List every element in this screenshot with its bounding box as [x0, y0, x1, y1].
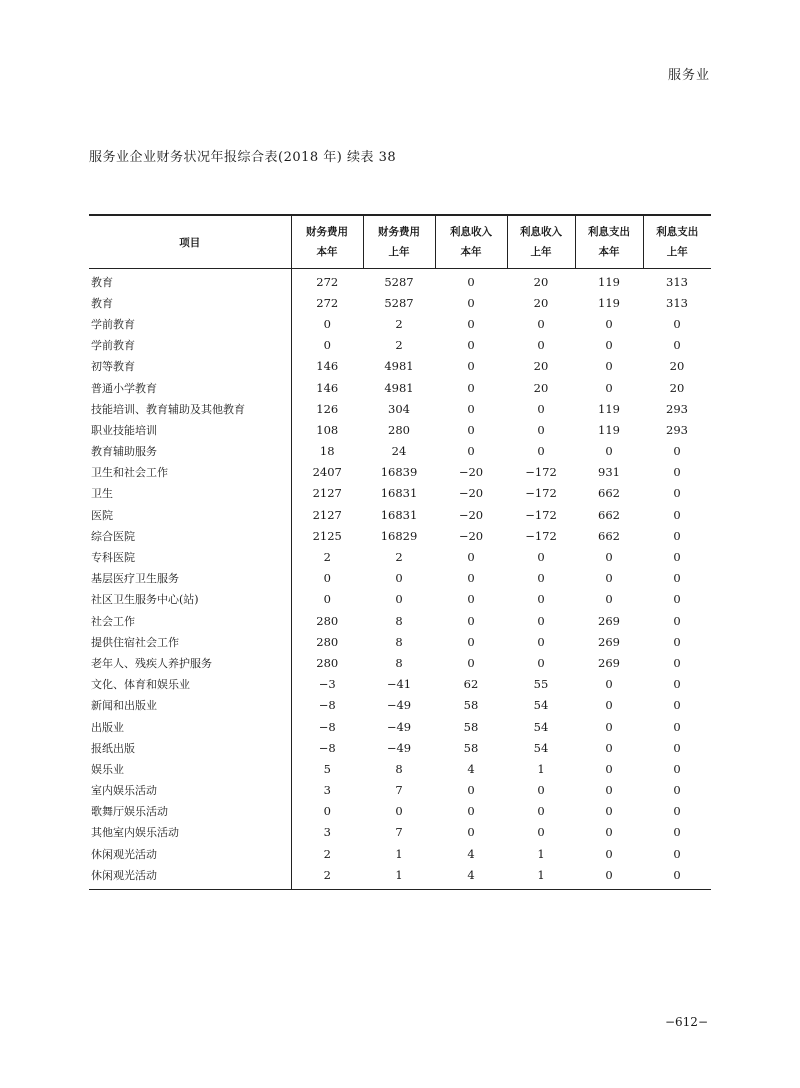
table-cell: 54: [533, 719, 549, 734]
row-label: 综合医院: [89, 525, 291, 546]
table-cell: 7: [395, 783, 403, 798]
row-label: 初等教育: [89, 356, 291, 377]
row-label: 教育: [89, 292, 291, 313]
table-row: [89, 864, 711, 890]
header-line2: 本年: [316, 246, 338, 258]
table-cell: 4: [467, 761, 475, 776]
table-cell: 16831: [380, 486, 418, 501]
table-cell: 20: [533, 359, 549, 374]
table-cell: 272: [316, 274, 339, 289]
table-cell: 0: [537, 634, 545, 649]
table-cell: 0: [467, 401, 475, 416]
table-cell: 2: [323, 846, 331, 861]
table-cell: −20: [458, 486, 484, 501]
table-cell: 2125: [312, 528, 342, 543]
table-cell: 1: [507, 864, 575, 890]
table-cell: 20: [669, 359, 685, 374]
table-cell: −172: [525, 486, 557, 501]
table-cell: 16831: [380, 507, 418, 522]
header-line1: 财务费用: [378, 226, 420, 238]
table-cell: 18: [319, 444, 335, 459]
header-line1: 利息收入: [450, 226, 492, 238]
table-cell: −49: [386, 698, 412, 713]
table-cell: 4981: [384, 380, 414, 395]
table-cell: 0: [605, 444, 613, 459]
row-label: 基层医疗卫生服务: [89, 568, 291, 589]
table-cell: 20: [669, 380, 685, 395]
table-cell: 0: [467, 380, 475, 395]
table-cell: 2: [395, 338, 403, 353]
financial-table-container: [89, 214, 711, 890]
table-cell: 0: [673, 825, 681, 840]
table-cell: −8: [318, 740, 336, 755]
table-cell: 0: [673, 761, 681, 776]
table-cell: 54: [533, 740, 549, 755]
table-row: [89, 589, 711, 610]
table-cell: 8: [395, 613, 403, 628]
row-label: 歌舞厅娱乐活动: [89, 801, 291, 822]
table-cell: 4981: [384, 359, 414, 374]
table-cell: 1: [363, 864, 435, 890]
column-header-interest-income-current: [435, 215, 507, 269]
table-cell: 269: [598, 613, 620, 628]
table-cell: 16829: [380, 528, 418, 543]
table-cell: 0: [673, 316, 681, 331]
table-cell: 0: [467, 359, 475, 374]
table-row: [89, 504, 711, 525]
table-cell: 0: [673, 465, 681, 480]
header-line1: 利息收入: [520, 226, 562, 238]
table-cell: 58: [463, 740, 479, 755]
table-cell: 0: [467, 295, 475, 310]
table-cell: 1: [537, 846, 545, 861]
row-label: 社会工作: [89, 610, 291, 631]
table-cell: 0: [673, 550, 681, 565]
row-label: 出版业: [89, 716, 291, 737]
table-row: [89, 292, 711, 313]
table-cell: 7: [395, 825, 403, 840]
table-cell: 0: [395, 592, 403, 607]
row-label: 休闲观光活动: [89, 864, 291, 890]
table-cell: 0: [395, 804, 403, 819]
table-row: [89, 313, 711, 334]
table-cell: 24: [391, 444, 407, 459]
table-cell: 0: [605, 783, 613, 798]
table-cell: 3: [323, 825, 331, 840]
table-row: [89, 335, 711, 356]
header-line2: 本年: [598, 246, 620, 258]
table-cell: −3: [318, 677, 336, 692]
table-row: [89, 398, 711, 419]
row-label: 卫生和社会工作: [89, 462, 291, 483]
table-cell: 5287: [384, 295, 414, 310]
column-header-interest-income-previous: [507, 215, 575, 269]
table-cell: 0: [605, 761, 613, 776]
table-row: [89, 483, 711, 504]
table-cell: 0: [537, 655, 545, 670]
table-cell: 0: [467, 613, 475, 628]
header-line1: 利息支出: [656, 226, 699, 238]
table-cell: 0: [537, 338, 545, 353]
table-cell: 280: [316, 655, 339, 670]
table-cell: 126: [316, 401, 339, 416]
table-cell: 2407: [312, 465, 342, 480]
table-cell: 0: [467, 338, 475, 353]
table-cell: 146: [316, 359, 339, 374]
table-cell: 0: [605, 550, 613, 565]
table-cell: 4: [435, 864, 507, 890]
table-cell: 304: [388, 401, 410, 416]
table-cell: 0: [673, 444, 681, 459]
table-cell: −20: [458, 528, 484, 543]
table-cell: 62: [463, 677, 479, 692]
row-label: 医院: [89, 504, 291, 525]
column-header-item: 项目: [89, 215, 291, 269]
table-cell: 0: [467, 634, 475, 649]
table-cell: −41: [386, 677, 412, 692]
table-cell: 0: [673, 613, 681, 628]
table-cell: 0: [467, 804, 475, 819]
table-row: [89, 356, 711, 377]
table-row: [89, 568, 711, 589]
table-row: [89, 716, 711, 737]
table-cell: 0: [467, 783, 475, 798]
table-cell: 0: [537, 316, 545, 331]
table-cell: 0: [605, 719, 613, 734]
table-cell: 8: [395, 655, 403, 670]
table-cell: 269: [598, 655, 620, 670]
row-label: 其他室内娱乐活动: [89, 822, 291, 843]
table-cell: 0: [537, 804, 545, 819]
table-cell: −8: [318, 698, 336, 713]
table-cell: 0: [673, 338, 681, 353]
table-cell: 0: [323, 338, 331, 353]
table-cell: 0: [537, 825, 545, 840]
table-cell: 20: [533, 380, 549, 395]
table-row: [89, 737, 711, 758]
table-cell: 0: [323, 571, 331, 586]
table-cell: 0: [673, 507, 681, 522]
table-row: [89, 843, 711, 864]
row-label: 学前教育: [89, 313, 291, 334]
table-cell: 269: [598, 634, 620, 649]
table-cell: −172: [525, 528, 557, 543]
table-cell: 0: [575, 864, 643, 890]
row-label: 技能培训、教育辅助及其他教育: [89, 398, 291, 419]
row-label: 教育: [89, 269, 291, 293]
row-label: 文化、体育和娱乐业: [89, 674, 291, 695]
header-line1: 财务费用: [306, 226, 348, 238]
table-cell: 8: [395, 634, 403, 649]
table-cell: 146: [316, 380, 339, 395]
table-cell: 3: [323, 783, 331, 798]
table-row: [89, 631, 711, 652]
table-cell: −172: [525, 507, 557, 522]
table-cell: 0: [673, 783, 681, 798]
table-cell: −20: [458, 507, 484, 522]
table-row: [89, 652, 711, 673]
table-cell: 313: [666, 295, 688, 310]
table-cell: 119: [598, 274, 620, 289]
row-label: 老年人、残疾人养护服务: [89, 652, 291, 673]
table-row: [89, 780, 711, 801]
table-cell: 58: [463, 719, 479, 734]
table-cell: 0: [323, 316, 331, 331]
header-line1: 利息支出: [588, 226, 630, 238]
table-cell: 1: [395, 846, 403, 861]
table-row: [89, 695, 711, 716]
table-cell: 0: [537, 401, 545, 416]
row-label: 休闲观光活动: [89, 843, 291, 864]
table-cell: 0: [673, 804, 681, 819]
table-cell: 108: [316, 422, 339, 437]
table-cell: 0: [605, 804, 613, 819]
table-cell: 0: [605, 677, 613, 692]
table-cell: 0: [643, 864, 711, 890]
row-label: 新闻和出版业: [89, 695, 291, 716]
table-cell: 0: [605, 359, 613, 374]
table-cell: −20: [458, 465, 484, 480]
table-cell: 0: [537, 550, 545, 565]
table-cell: 5287: [384, 274, 414, 289]
table-cell: 0: [537, 592, 545, 607]
table-cell: 0: [605, 380, 613, 395]
table-cell: 0: [673, 592, 681, 607]
table-cell: 0: [673, 571, 681, 586]
table-cell: 0: [605, 846, 613, 861]
table-cell: 662: [598, 528, 620, 543]
table-cell: 0: [673, 677, 681, 692]
table-cell: 0: [537, 571, 545, 586]
row-label: 教育辅助服务: [89, 441, 291, 462]
table-cell: 0: [467, 444, 475, 459]
table-cell: 0: [605, 316, 613, 331]
table-cell: 272: [316, 295, 339, 310]
table-cell: 662: [598, 486, 620, 501]
table-cell: 0: [467, 274, 475, 289]
table-cell: 0: [323, 804, 331, 819]
table-cell: −49: [386, 719, 412, 734]
table-cell: 2: [291, 864, 363, 890]
table-cell: 280: [316, 634, 339, 649]
table-cell: 1: [537, 761, 545, 776]
table-row: [89, 462, 711, 483]
table-cell: 280: [388, 422, 410, 437]
table-cell: 0: [673, 719, 681, 734]
column-header-finance-cost-previous: [363, 215, 435, 269]
table-row: [89, 674, 711, 695]
table-cell: −172: [525, 465, 557, 480]
table-cell: 2: [323, 550, 331, 565]
table-cell: 2127: [312, 486, 342, 501]
table-row: [89, 525, 711, 546]
table-row: [89, 419, 711, 440]
table-cell: 0: [605, 698, 613, 713]
table-cell: 0: [605, 571, 613, 586]
table-title: 服务业企业财务状况年报综合表(2018 年) 续表 38: [89, 150, 397, 165]
row-label: 娱乐业: [89, 758, 291, 779]
table-row: [89, 441, 711, 462]
table-cell: 0: [467, 550, 475, 565]
table-cell: 58: [463, 698, 479, 713]
table-cell: 16839: [380, 465, 418, 480]
table-row: [89, 758, 711, 779]
column-header-finance-cost-current: [291, 215, 363, 269]
table-cell: 55: [533, 677, 549, 692]
row-label: 普通小学教育: [89, 377, 291, 398]
table-cell: 0: [537, 613, 545, 628]
table-cell: 0: [673, 655, 681, 670]
row-label: 职业技能培训: [89, 419, 291, 440]
table-cell: 2: [395, 550, 403, 565]
table-cell: 8: [395, 761, 403, 776]
table-cell: 0: [673, 528, 681, 543]
table-cell: 0: [673, 698, 681, 713]
table-cell: 313: [666, 274, 688, 289]
table-row: [89, 546, 711, 567]
column-header-interest-expense-previous: [643, 215, 711, 269]
financial-table: [89, 214, 711, 890]
table-cell: 0: [467, 316, 475, 331]
table-cell: 4: [467, 846, 475, 861]
header-line2: 上年: [388, 246, 410, 258]
table-cell: 0: [467, 825, 475, 840]
table-cell: 293: [666, 401, 688, 416]
row-label: 专科医院: [89, 546, 291, 567]
table-cell: 119: [598, 401, 620, 416]
table-cell: 0: [605, 338, 613, 353]
table-cell: 0: [673, 634, 681, 649]
column-header-interest-expense-current: [575, 215, 643, 269]
header-line2: 上年: [530, 246, 552, 258]
table-cell: 20: [533, 274, 549, 289]
table-cell: 0: [673, 486, 681, 501]
table-cell: 0: [467, 592, 475, 607]
table-cell: 0: [467, 422, 475, 437]
header-line2: 本年: [460, 246, 482, 258]
page-number: −612−: [664, 1015, 708, 1029]
table-cell: 0: [605, 592, 613, 607]
table-cell: 119: [598, 295, 620, 310]
table-cell: 662: [598, 507, 620, 522]
table-cell: 0: [673, 740, 681, 755]
row-label: 室内娱乐活动: [89, 780, 291, 801]
table-cell: −49: [386, 740, 412, 755]
table-cell: 2: [395, 316, 403, 331]
table-cell: 0: [605, 740, 613, 755]
table-row: [89, 822, 711, 843]
table-cell: 0: [537, 783, 545, 798]
table-body: [89, 269, 711, 890]
table-cell: 5: [323, 761, 331, 776]
running-header: 服务业: [667, 68, 710, 83]
table-row: [89, 377, 711, 398]
table-cell: 0: [467, 571, 475, 586]
row-label: 学前教育: [89, 335, 291, 356]
header-line2: 上年: [666, 246, 688, 258]
table-cell: 119: [598, 422, 620, 437]
table-cell: 0: [605, 825, 613, 840]
table-row: [89, 610, 711, 631]
table-cell: 0: [537, 422, 545, 437]
table-cell: 20: [533, 295, 549, 310]
table-cell: 931: [598, 465, 620, 480]
table-header-row: [89, 215, 711, 269]
row-label: 提供住宿社会工作: [89, 631, 291, 652]
table-cell: 280: [316, 613, 339, 628]
table-cell: 293: [666, 422, 688, 437]
table-row: [89, 801, 711, 822]
table-cell: 0: [323, 592, 331, 607]
table-cell: −8: [318, 719, 336, 734]
table-cell: 54: [533, 698, 549, 713]
table-row: [89, 269, 711, 293]
row-label: 卫生: [89, 483, 291, 504]
table-cell: 0: [537, 444, 545, 459]
table-cell: 0: [673, 846, 681, 861]
table-cell: 0: [467, 655, 475, 670]
row-label: 报纸出版: [89, 737, 291, 758]
table-cell: 2127: [312, 507, 342, 522]
table-cell: 0: [395, 571, 403, 586]
row-label: 社区卫生服务中心(站): [89, 589, 291, 610]
